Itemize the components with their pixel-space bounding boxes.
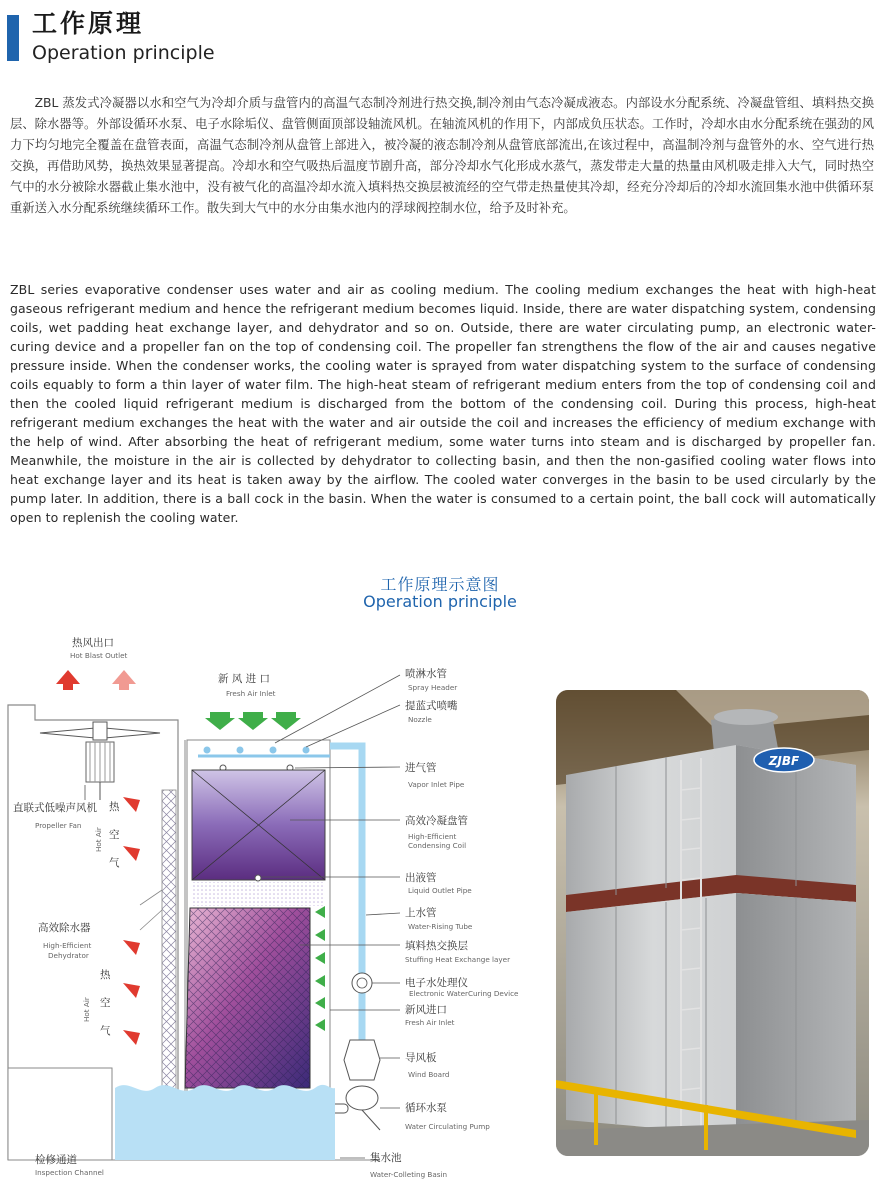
label-liquid-outlet-en: Liquid Outlet Pipe [408, 886, 472, 895]
label-hot-air-2-b: 空 [100, 997, 111, 1009]
hot-air-arrow-icons [123, 797, 140, 1045]
label-stuffing: 填料热交换层 [405, 940, 468, 952]
water-basin [115, 1085, 335, 1160]
label-electronic-en: Electronic WaterCuring Device [409, 989, 519, 998]
label-wind-board-en: Wind Board [408, 1070, 450, 1079]
label-basin-en: Water-Colleting Basin [370, 1170, 448, 1179]
label-hot-blast-outlet-en: Hot Blast Outlet [70, 651, 128, 660]
fresh-air-side-arrow-icons [315, 906, 325, 1031]
page-title-cn: 工作原理 [32, 9, 145, 38]
label-hot-air-1-en: Hot Air [94, 827, 103, 852]
label-hot-air-1-c: 气 [109, 857, 120, 869]
nozzle-icons [204, 747, 310, 754]
hot-blast-arrow-icons [56, 670, 136, 690]
label-stuffing-en: Stuffing Heat Exchange layer [405, 955, 511, 964]
label-dehydrator-en2: Dehydrator [48, 951, 89, 960]
intro-paragraph-en: ZBL series evaporative condenser uses water and air as cooling medium. The cooling medium exchanges the heat with high-heat gaseous refrigerant medium and hence the refrigerant medium becomes liquid. Inside, there are water dispatching system, condensing coils, wet padding heat exchange layer, and dehydrator and so on. Outside, there are water circulating pump, an electronic water-curing device and a propeller fan on the top of condensing coil. The propeller fan strengthens the flow of the air and causes negative pressure inside. When the condenser works, the cooling water is sprayed from water dispatching system to the surface of condensing coils equably to form a thin layer of water film. The high-heat steam of refrigerant medium enters from the top of condensing coil and then the cooled liquid refrigerant medium is discharged from the bottom of the condensing coil. During this process, high-heat refrigerant medium exchanges the heat with the water and air outside the coil and increases the efficiency of medium exchange with the help of wind. After absorbing the heat of refrigerant medium, some water turns into steam and is discharged by propeller fan. Meanwhile, the moisture in the air is collected by dehydrator to collecting basin, and then the non-gasified cooling water flows into heat exchange layer and its heat is taken away by the airflow. The cooled water converges in the basin to be used circularly by the pump later. In addition, there is a ball cock in the basin. When the water is consumed to a certain point, the ball cock will automatically open to replenish the cooling water. [10, 282, 876, 525]
header-accent-bar [7, 15, 19, 61]
label-propeller-fan-en: Propeller Fan [35, 821, 82, 830]
label-fresh-air-inlet-top: 新 风 进 口 [218, 673, 271, 685]
label-electronic: 电子水处理仪 [405, 977, 468, 989]
operation-diagram [0, 620, 550, 1192]
label-water-rising-en: Water-Rising Tube [408, 922, 473, 931]
label-hot-air-2-a: 热 [100, 969, 111, 981]
label-fresh-air-inlet-side-en: Fresh Air Inlet [405, 1018, 455, 1027]
diagram-title-en: Operation principle [363, 592, 517, 611]
label-condensing-coil-en2: Condensing Coil [408, 841, 467, 850]
label-nozzle-en: Nozzle [408, 715, 432, 724]
brand-logo-text: ZJBF [768, 754, 800, 768]
label-fresh-air-inlet-side: 新风进口 [405, 1004, 447, 1016]
label-propeller-fan: 直联式低噪声风机 [13, 802, 97, 814]
water-rising-tube [330, 746, 362, 1050]
inspection-channel [8, 1068, 112, 1160]
label-condensing-coil: 高效冷凝盘管 [405, 815, 468, 827]
intro-paragraph-cn: ZBL 蒸发式冷凝器以水和空气为冷却介质与盘管内的高温气态制冷剂进行热交换,制冷剂由气态冷凝成液态。内部设水分配系统、冷凝盘管组、填料热交换层、除水器等。外部设循环水泵、电子水除垢仪、盘管侧面顶部设轴流风机。在轴流风机的作用下，内部成负压状态。工作时，冷却水由水分配系统在强劲的风力下均匀地完全覆盖在盘管表面，高温气态制冷剂从盘管上部进入，被冷凝的液态制冷剂从盘管底部流出,在该过程中，高温制冷剂与盘管外的水、空气进行热交换，再借助风势，换热效果显著提高。冷却水和空气吸热后温度节剧升高，部分冷却水气化形成水蒸气，蒸发带走大量的热量由风机吸走排入大气，同时热空气中的水分被除水器截止集水池中，没有被气化的高温冷却水流入填料热交换层被流经的空气带走热量使其冷却，经充分冷却后的冷却水流回集水池中供循环泵重新送入水分配系统继续循环工作。散失到大气中的水分由集水池内的浮球阀控制水位，给予及时补充。 [10, 96, 874, 215]
page-title-en: Operation principle [32, 42, 215, 64]
label-hot-air-2-c: 气 [100, 1025, 111, 1037]
label-nozzle: 提蓝式喷嘴 [405, 700, 458, 712]
label-water-rising: 上水管 [405, 907, 437, 919]
label-vapor-inlet-en: Vapor Inlet Pipe [408, 780, 465, 789]
label-pump: 循环水泵 [405, 1102, 447, 1114]
label-spray-header-en: Spray Header [408, 683, 458, 692]
label-wind-board: 导风板 [405, 1052, 437, 1064]
label-dehydrator: 高效除水器 [38, 922, 91, 934]
label-hot-air-2-en: Hot Air [82, 997, 91, 1022]
label-condensing-coil-en1: High-Efficient [408, 832, 457, 841]
label-pump-en: Water Circulating Pump [405, 1122, 490, 1131]
label-hot-blast-outlet: 热风出口 [72, 637, 114, 649]
label-inspection-channel: 检修通道 [35, 1154, 77, 1166]
label-basin: 集水池 [370, 1152, 402, 1164]
fresh-air-arrow-icons [205, 712, 301, 730]
label-inspection-channel-en: Inspection Channel [35, 1168, 104, 1177]
label-vapor-inlet: 进气管 [405, 762, 437, 774]
label-spray-header: 喷淋水管 [405, 668, 447, 680]
label-hot-air-1-b: 空 [109, 829, 120, 841]
fan-icon [40, 722, 160, 800]
diagram-title-cn: 工作原理示意图 [380, 575, 500, 594]
label-fresh-air-inlet-top-en: Fresh Air Inlet [226, 689, 276, 698]
label-hot-air-1-a: 热 [109, 801, 120, 813]
product-photo [556, 690, 869, 1156]
label-dehydrator-en1: High-Efficient [43, 941, 92, 950]
label-liquid-outlet: 出液管 [405, 872, 437, 884]
